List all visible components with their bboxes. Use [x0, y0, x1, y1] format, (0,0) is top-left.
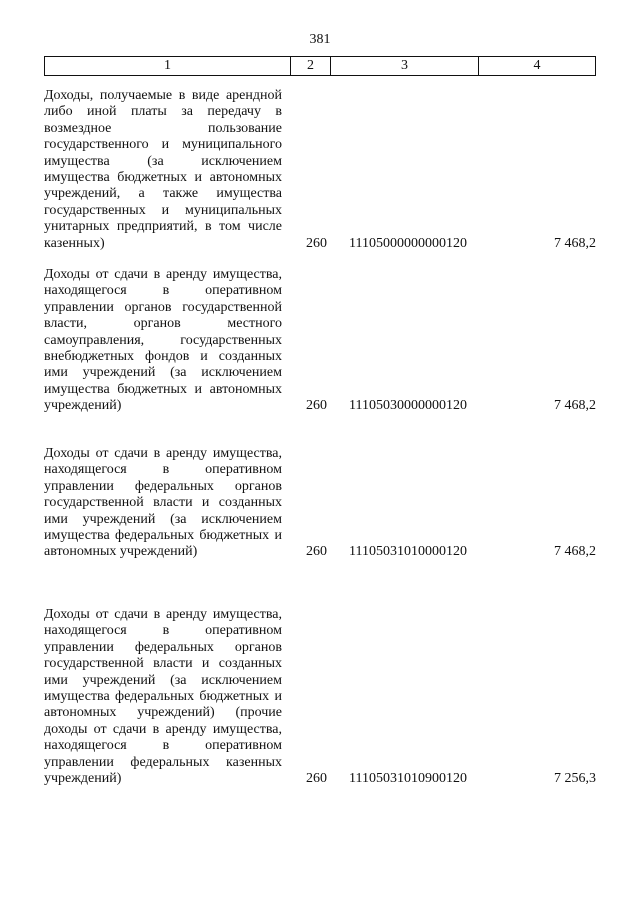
- row-budget-code: 11105030000000120: [349, 398, 467, 414]
- row-amount: 7 256,3: [554, 771, 596, 787]
- table-row: [44, 88, 596, 252]
- row-line-code: 260: [306, 398, 327, 414]
- header-col-4: 4: [533, 58, 541, 73]
- row-budget-code: 11105000000000120: [349, 235, 467, 251]
- row-amount: 7 468,2: [554, 235, 596, 251]
- table-row: [44, 446, 596, 561]
- row-budget-code: 11105031010000120: [349, 544, 467, 560]
- table-header: [44, 56, 596, 76]
- header-col-1: 1: [45, 57, 291, 75]
- row-description: Доходы от сдачи в аренду имущества, находящегося в оперативном управлении органов государственной власти, органов местного самоуправления, государственных внебюджетных фондов и созданных ими учреждений (за исключением имущества бюджетных и автономных учреждений): [44, 267, 282, 414]
- row-amount: 7 468,2: [554, 398, 596, 414]
- table-row: [44, 267, 596, 415]
- page-number: 381: [309, 32, 331, 47]
- row-description: Доходы от сдачи в аренду имущества, находящегося в оперативном управлении федеральных органов государственной власти и созданных ими учреждений (за исключением имущества федеральных бюджетных и автономных учреждений): [44, 446, 282, 560]
- header-col-3: 3: [331, 57, 479, 75]
- row-line-code: 260: [306, 771, 327, 787]
- row-description: Доходы, получаемые в виде арендной либо иной платы за передачу в возмездное пользование государственного и муниципального имущества (за исключением имущества бюджетных и автономных учреждений, а также имущества государственных и муниципальных унитарных предприятий, в том числе казенных): [44, 88, 282, 251]
- table-row: [44, 607, 596, 787]
- row-amount: 7 468,2: [554, 544, 596, 560]
- row-line-code: 260: [306, 235, 327, 251]
- row-budget-code: 11105031010900120: [349, 771, 467, 787]
- row-description: Доходы от сдачи в аренду имущества, находящегося в оперативном управлении федеральных органов государственной власти и созданных ими учреждений (за исключением имущества федеральных бюджетных и автономных учреждений) (прочие доходы от сдачи в аренду имущества, находящегося в оперативном управлении федеральных казенных учреждений): [44, 607, 282, 787]
- row-line-code: 260: [306, 544, 327, 560]
- header-col-2: 2: [291, 57, 331, 75]
